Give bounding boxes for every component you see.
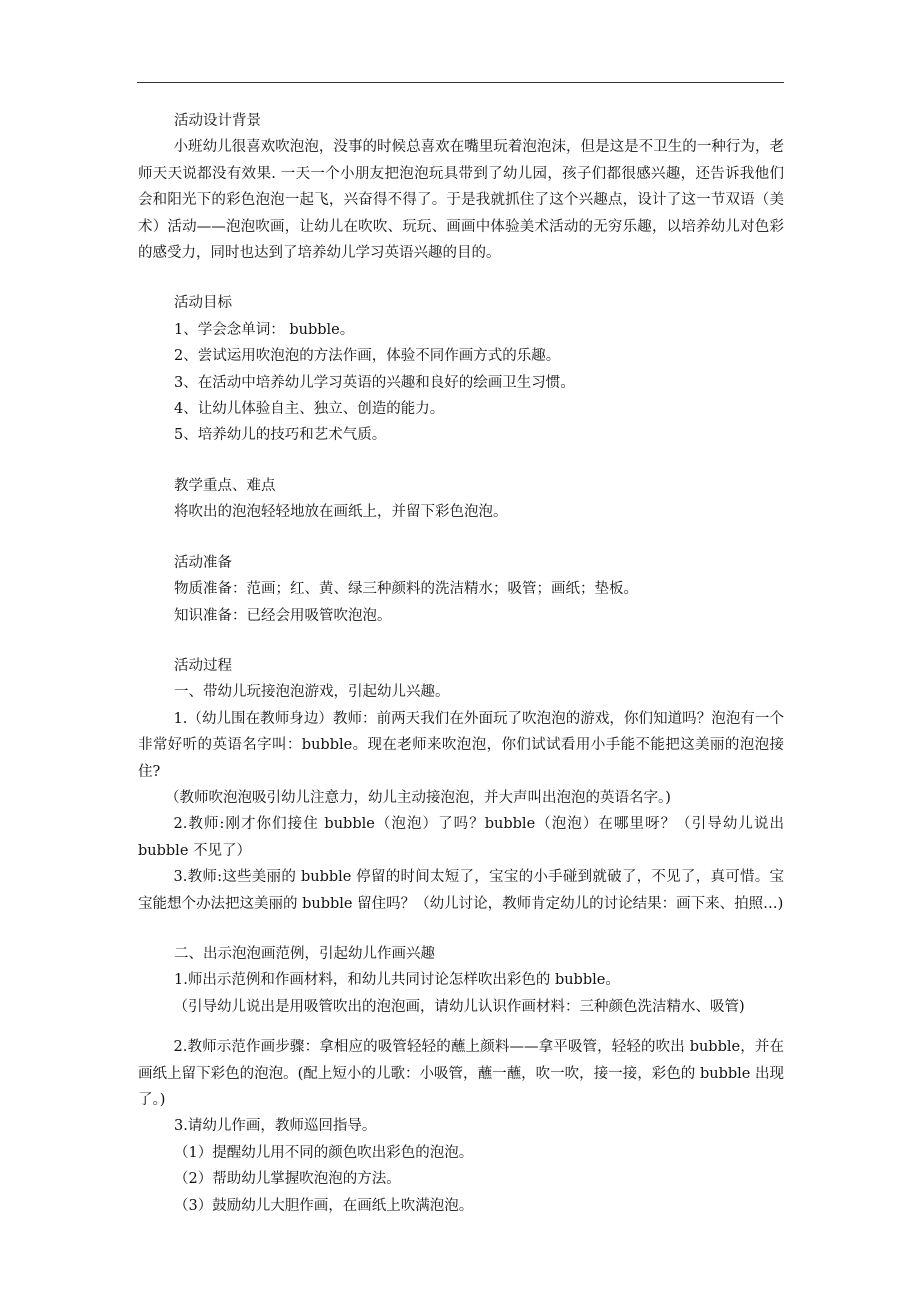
key-points-title: 教学重点、难点 xyxy=(174,477,276,494)
process-part2-step1: 1.师出示范例和作画材料，和幼儿共同讨论怎样吹出彩色的 bubble。 xyxy=(174,972,620,989)
process-part1-step1-note: （教师吹泡泡吸引幼儿注意力，幼儿主动接泡泡，并大声叫出泡泡的英语名字。) xyxy=(165,789,671,806)
process-part2-sub-item: （3）鼓励幼儿大胆作画，在画纸上吹满泡泡。 xyxy=(174,1197,474,1214)
goals-title: 活动目标 xyxy=(174,295,232,312)
process-part2-step1-note: （引导幼儿说出是用吸管吹出的泡泡画，请幼儿认识作画材料：三种颜色洗洁精水、吸管) xyxy=(173,998,745,1015)
goal-item: 5、培养幼儿的技巧和艺术气质。 xyxy=(174,427,387,444)
goal-item: 3、在活动中培养幼儿学习英语的兴趣和良好的绘画卫生习惯。 xyxy=(174,374,575,391)
knowledge-preparation: 知识准备：已经会用吸管吹泡泡。 xyxy=(174,607,392,624)
process-part2-sub-item: （2）帮助幼儿掌握吹泡泡的方法。 xyxy=(174,1171,401,1188)
key-points-text: 将吹出的泡泡轻轻地放在画纸上，并留下彩色泡泡。 xyxy=(174,504,508,521)
process-part1-step1: 1.（幼儿围在教师身边）教师：前两天我们在外面玩了吹泡泡的游戏，你们知道吗？泡泡有一个非常好听的英语名字叫：bubble。现在老师来吹泡泡，你们试试看用小手能不能把这美丽的泡泡接住? xyxy=(138,710,784,780)
document-body xyxy=(138,108,784,1219)
goal-item: 4、让幼儿体验自主、独立、创造的能力。 xyxy=(174,401,445,418)
background-title: 活动设计背景 xyxy=(174,113,261,129)
process-part2-step3: 3.请幼儿作画，教师巡回指导。 xyxy=(174,1118,377,1135)
process-part1-heading: 一、带幼儿玩接泡泡游戏，引起幼儿兴趣。 xyxy=(174,684,450,701)
process-part2-sub-item: （1）提醒幼儿用不同的颜色吹出彩色的泡泡。 xyxy=(174,1144,474,1161)
process-title: 活动过程 xyxy=(174,657,232,674)
process-part2-step2: 2.教师示范作画步骤：拿相应的吸管轻轻的蘸上颜料——拿平吸管，轻轻的吹出 bubble，并在画纸上留下彩色的泡泡。(配上短小的儿歌：小吸管，蘸一蘸，吹一吹，接一接，彩色的 bubble 出现了。) xyxy=(138,1039,784,1108)
material-preparation: 物质准备：范画；红、黄、绿三种颜料的洗洁精水；吸管；画纸；垫板。 xyxy=(174,581,638,598)
process-part2-heading: 二、出示泡泡画范例，引起幼儿作画兴趣 xyxy=(174,945,435,962)
goal-item: 2、尝试运用吹泡泡的方法作画，体验不同作画方式的乐趣。 xyxy=(174,348,561,365)
background-paragraph: 小班幼儿很喜欢吹泡泡，没事的时候总喜欢在嘴里玩着泡泡沫，但是这是不卫生的一种行为，老师天天说都没有效果. 一天一个小朋友把泡泡玩具带到了幼儿园，孩子们都很感兴趣，还告诉我他们会和阳光下的彩色泡泡一起飞，兴奋得不得了。于是我就抓住了这个兴趣点，设计了这一节双语（美术）活动——泡泡吹画，让幼儿在吹吹、玩玩、画画中体验美术活动的无穷乐趣，以培养幼儿对色彩的感受力，同时也达到了培养幼儿学习英语兴趣的目的。 xyxy=(138,139,784,262)
header-rule xyxy=(137,82,784,83)
process-part1-step3: 3.教师:这些美丽的 bubble 停留的时间太短了，宝宝的小手碰到就破了，不见了，真可惜。宝宝能想个办法把这美丽的 bubble 留住吗？（幼儿讨论，教师肯定幼儿的讨论结果：画下来、拍照…) xyxy=(138,869,784,912)
process-part1-step2: 2.教师:刚才你们接住 bubble（泡泡）了吗？bubble（泡泡）在哪里呀？（引导幼儿说出 bubble 不见了） xyxy=(138,816,784,859)
goal-item: 1、学会念单词： bubble。 xyxy=(174,321,355,338)
preparation-title: 活动准备 xyxy=(174,554,232,571)
